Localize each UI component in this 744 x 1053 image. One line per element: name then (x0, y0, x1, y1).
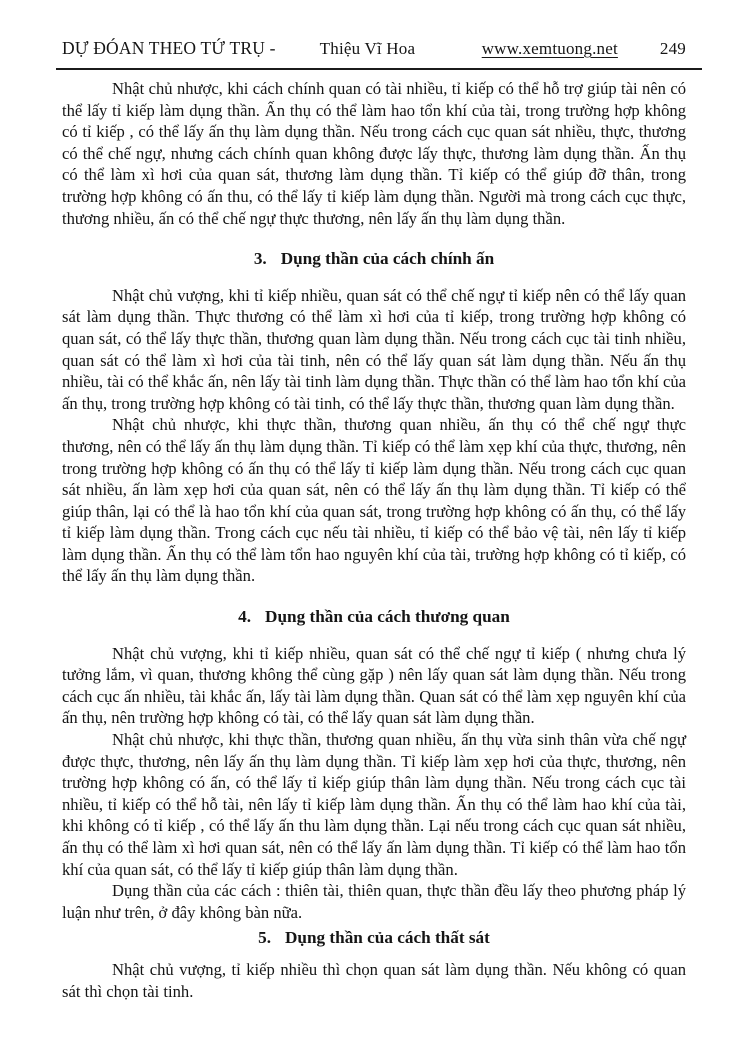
section-title: Dụng thần của cách chính ấn (280, 249, 495, 269)
section-title: Dụng thần của cách thất sát (285, 928, 490, 948)
paragraph: Nhật chủ vượng, khi tỉ kiếp nhiều, quan sát có thể chế ngự tỉ kiếp ( nhưng chưa lý tưởng lắm, vì quan, thương không thể cùng gặp ) nên lấy quan sát làm dụng thần. Nếu trong cách cục ấn nhiều, tài khắc ấn, lấy tài làm dụng thần. Quan sát có thể làm xẹp nguyên khí của ấn thụ, nên trường hợp không có tài, có thể lấy quan sát làm dụng thần. (62, 643, 686, 728)
author-name: Thiệu Vĩ Hoa (319, 39, 416, 58)
book-title: DỰ ĐÓAN THEO TỨ TRỤ - (62, 38, 276, 58)
section-heading-that-sat (62, 927, 686, 949)
paragraph: Dụng thần của các cách : thiên tài, thiên quan, thực thần đều lấy theo phương pháp lý luận như trên, ở đây không bàn nữa. (62, 881, 686, 922)
page-content (62, 78, 686, 1002)
paragraph: Nhật chủ nhược, khi cách chính quan có tài nhiều, tỉ kiếp có thể hỗ trợ giúp tài nên có thể lấy tỉ kiếp làm dụng thần. Ấn thụ có thể làm hao tổn khí của tài, trong trường hợp không có tỉ kiếp , có thể lấy ấn thụ làm dụng thần. Nếu trong cách cục quan sát nhiều, thực, thương có thể chế ngự, nhưng cách chính quan không được lấy thực, thương làm dụng thần. Ấn thụ có thể làm xì hơi của quan sát, thương làm dụng thần. Tỉ kiếp có thể giúp đỡ thân, trong trường hợp không có ấn thu, có thể lấy tỉ kiếp làm dụng thần. Người mà trong cách cục thực, thương nhiều, ấn có thể chế ngự thực thương, nên lấy ấn thụ làm dụng thần. (62, 79, 686, 228)
paragraph: Nhật chủ vượng, khi tỉ kiếp nhiều, quan sát có thể chế ngự tỉ kiếp nên có thể lấy quan sát làm dụng thần. Thực thương có thể làm xì hơi của tỉ kiếp, trong trường hợp không có quan sát, có thể lấy thực thần, thương quan làm dụng thần. Nếu trong cách cục tài tinh nhiều, quan sát có thể làm xì hơi của tài tinh, nên có thể lấy quan sát làm dụng thần. Nếu ấn thụ nhiều, tài có thể khắc ấn, nên lấy tài tinh làm dụng thần. Thực thần có thể làm hao tổn khí của ấn thụ, trong trường hợp không có tài tinh, có thể lấy thực thần, thương quan làm dụng thần. (62, 285, 686, 413)
section-number: 5. (258, 928, 272, 948)
page-header (62, 38, 686, 59)
section-number: 3. (253, 249, 267, 269)
paragraph: Nhật chủ nhược, khi thực thần, thương quan nhiều, ấn thụ có thể chế ngự thực thương, nên có thể lấy ấn thụ làm dụng thần. Tỉ kiếp có thể làm xẹp khí của thực, thương, nên trong trường hợp không có ấn thụ có thể lấy tỉ kiếp làm dụng thần. Nếu trong cách cục quan sát nhiều, ấn làm xẹp hơi của quan sát, nên có thể lấy ấn thụ làm dụng thần. Tỉ kiếp có thể giúp thân, lại có thể là hao tổn khí của quan sát, trong trường hợp không có ấn thụ, có thể lấy tỉ kiếp làm dụng thần. Trong cách cục nếu tài nhiều, tỉ kiếp có thể bảo vệ tài, nên lấy tỉ kiếp làm dụng thần. Ấn thụ có thể làm tổn hao nguyên khí của tài, trường hợp không có tỉ kiếp, có thể lấy ấn thụ làm dụng thần. (62, 415, 686, 586)
section-heading-thuong-quan (62, 606, 686, 628)
paragraph: Nhật chủ nhược, khi thực thần, thương quan nhiều, ấn thụ vừa sinh thân vừa chế ngự được thực, thương, nên lấy ấn thụ làm dụng thần. Tỉ kiếp làm xẹp hơi của thực, thương, nên trường hợp không có ấn, có thể lấy tỉ kiếp giúp thân làm dụng thần. Nếu trong cách cục tài nhiều, tỉ kiếp có thể hỗ tài, nên lấy tỉ kiếp làm dụng thần. Ấn thụ có thể làm hao khí của tài, khi không có tỉ kiếp , có thể lấy ấn thu làm dụng thần. Lại nếu trong cách cục quan sát nhiều, ấn thụ có thể làm xì hơi quan sát, nên có thể lấy ấn làm dụng thần. Tỉ kiếp có thể làm hao tổn khí của quan sát, có thể lấy tỉ kiếp giúp thân làm dụng thần. (62, 730, 686, 879)
section-heading-chinh-an (62, 248, 686, 270)
website-url: www.xemtuong.net (481, 39, 618, 58)
section-title: Dụng thần của cách thương quan (265, 607, 510, 627)
header-divider (56, 68, 702, 70)
section-number: 4. (238, 607, 252, 627)
paragraph: Nhật chủ vượng, tỉ kiếp nhiều thì chọn quan sát làm dụng thần. Nếu không có quan sát thì chọn tài tinh. (62, 959, 686, 1001)
page-number: 249 (659, 39, 686, 58)
